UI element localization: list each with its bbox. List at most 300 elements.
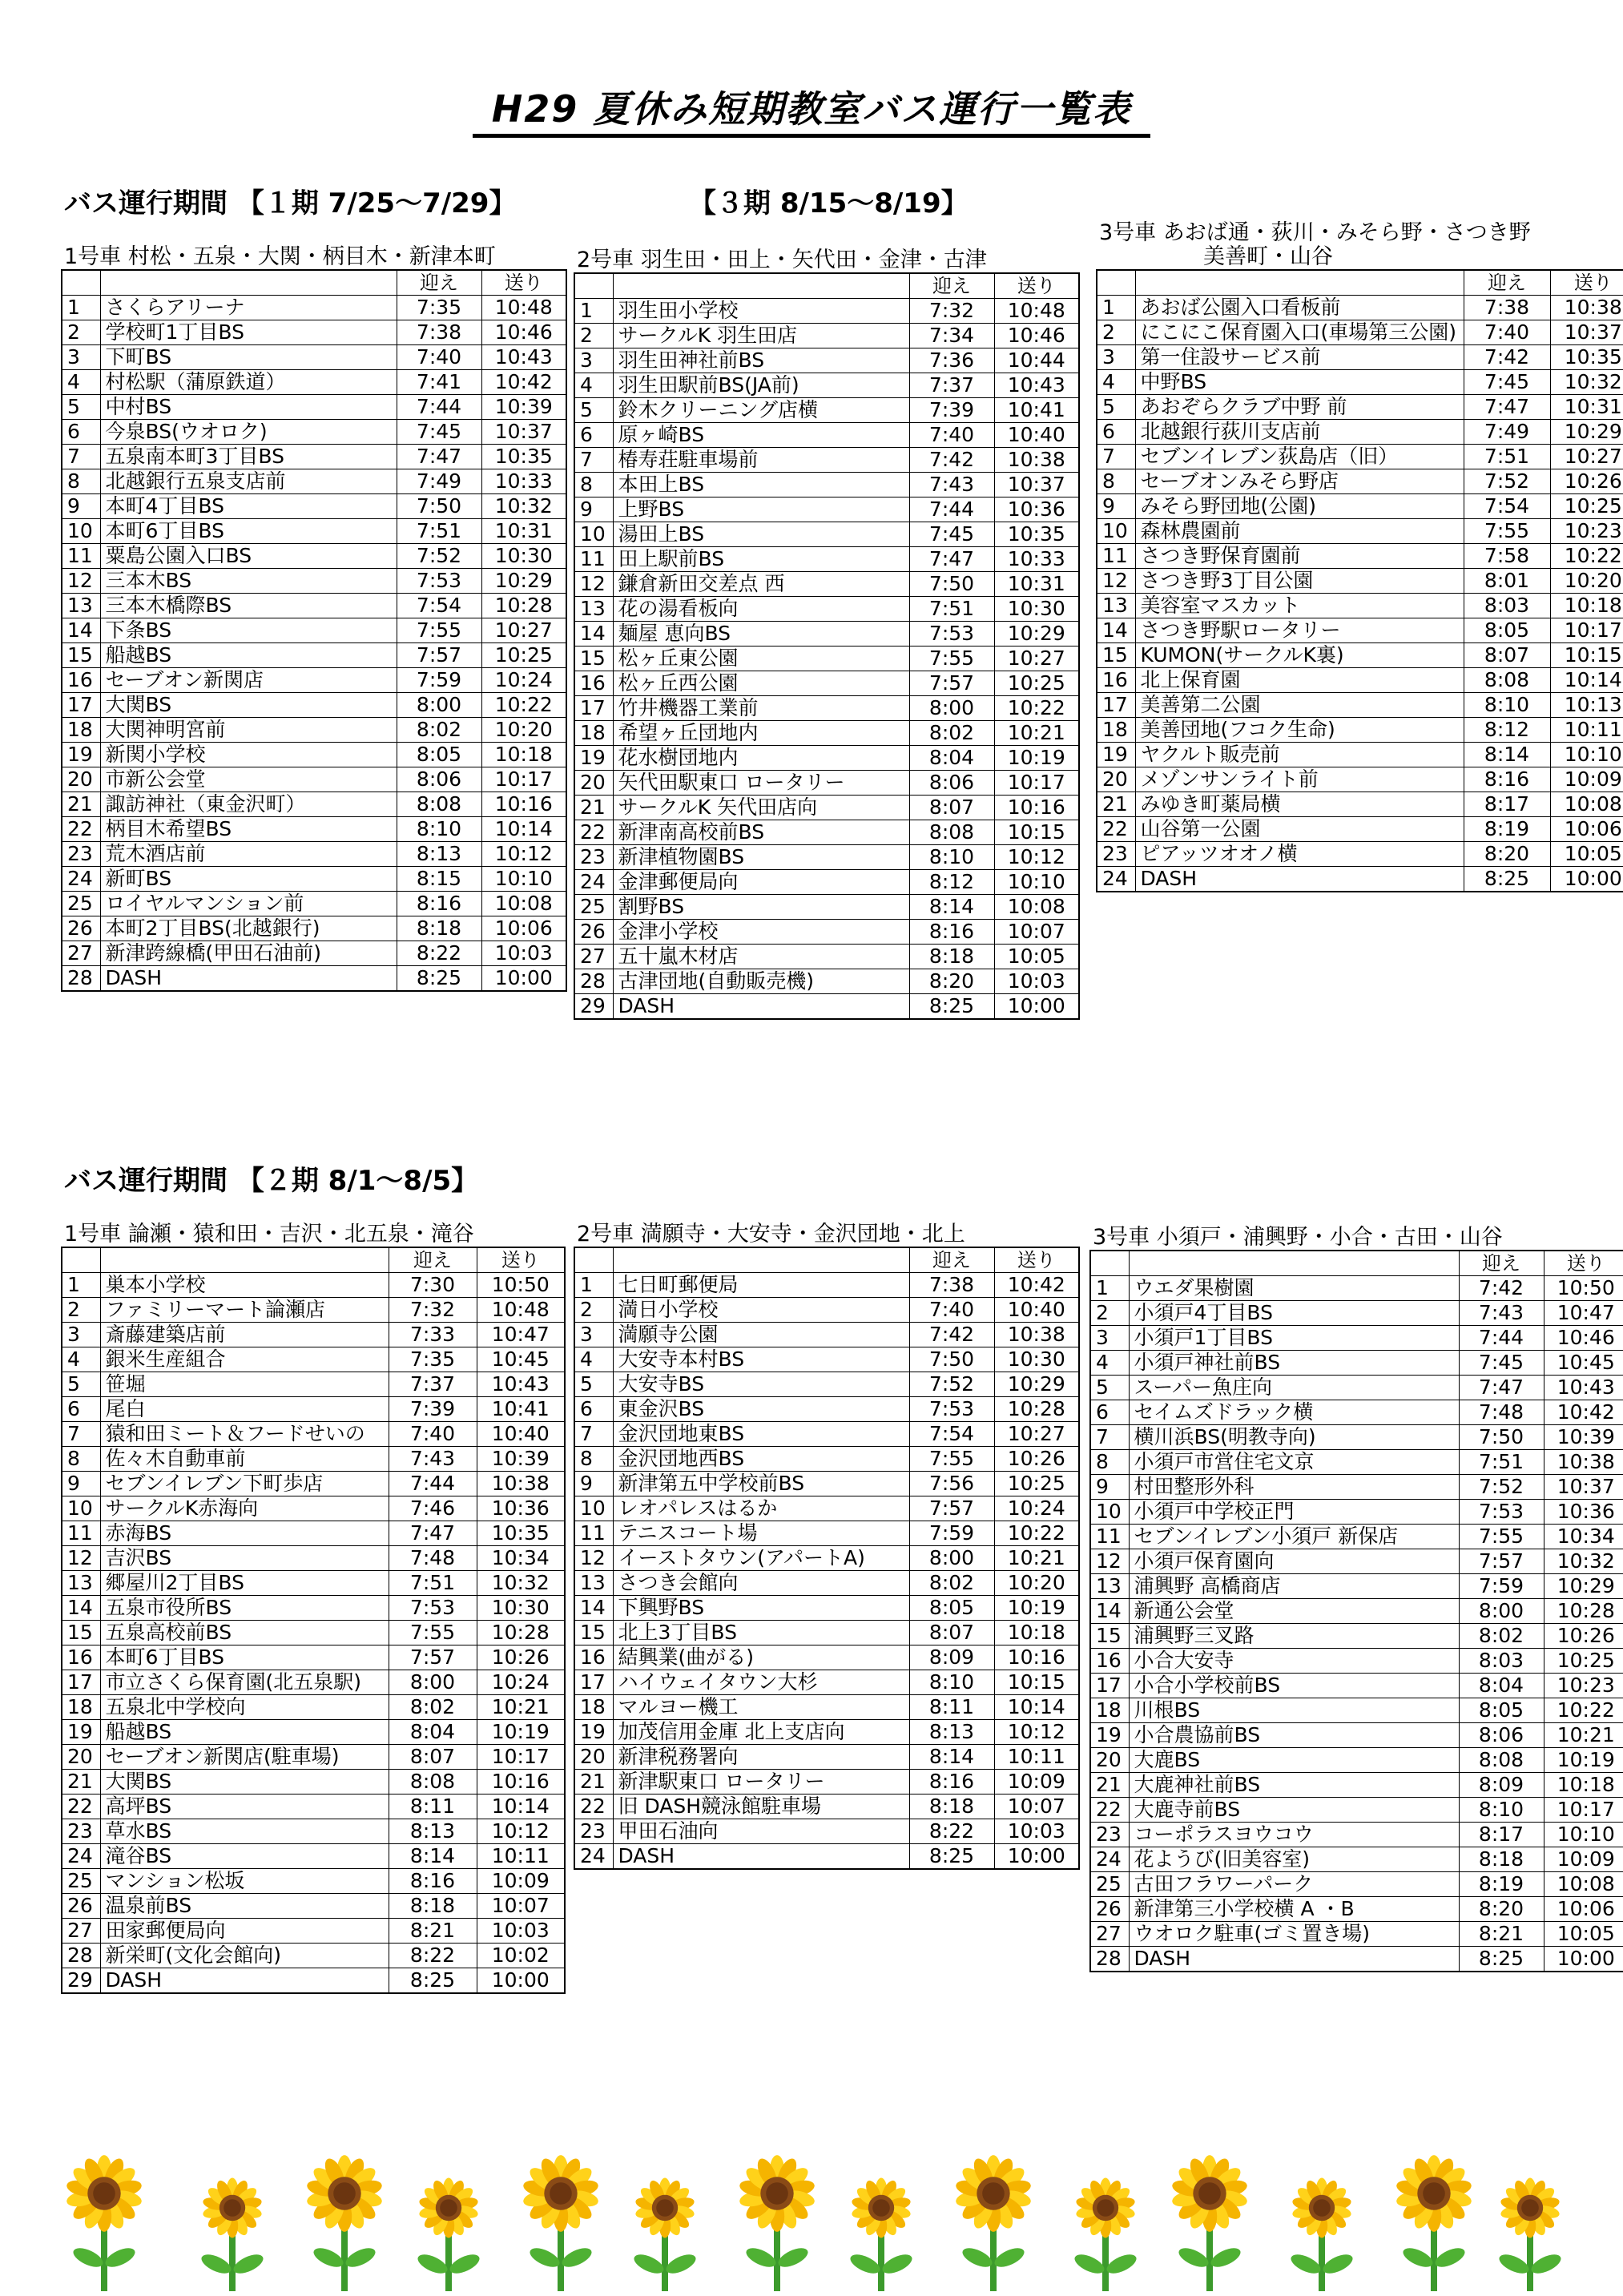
stop-name: 銀米生産組合 — [100, 1347, 389, 1372]
table-row — [574, 1770, 1079, 1795]
return-time: 10:40 — [994, 423, 1079, 448]
stop-number: 2 — [574, 1298, 613, 1323]
return-time: 10:32 — [481, 494, 566, 519]
return-time: 10:06 — [1550, 817, 1623, 842]
sunflower-icon — [1170, 2155, 1248, 2291]
stop-name: 大関BS — [100, 693, 397, 718]
pickup-time: 8:22 — [397, 941, 481, 966]
return-time: 10:19 — [477, 1720, 565, 1745]
pickup-time: 7:43 — [1459, 1301, 1544, 1326]
pickup-time: 7:52 — [1464, 469, 1550, 494]
table-row — [1090, 1947, 1623, 1972]
stop-number: 11 — [62, 544, 100, 569]
stop-number: 28 — [62, 1944, 100, 1968]
stop-number: 12 — [62, 569, 100, 594]
stop-name: サークルK赤海向 — [100, 1496, 389, 1521]
stop-number: 23 — [574, 845, 613, 870]
pickup-time: 7:55 — [909, 1447, 994, 1472]
header-pickup: 迎え — [1459, 1251, 1544, 1276]
stop-name: 原ヶ崎BS — [613, 423, 909, 448]
return-time: 10:21 — [477, 1695, 565, 1720]
stop-name: 村田整形外科 — [1129, 1475, 1459, 1500]
stop-name: 新町BS — [100, 867, 397, 892]
page-title: H29 夏休み短期教室バス運行一覧表 — [0, 80, 1623, 133]
pickup-time: 7:47 — [909, 547, 994, 572]
timetable-header-row — [62, 270, 566, 296]
return-time: 10:07 — [994, 920, 1079, 945]
stop-number: 26 — [1090, 1897, 1129, 1922]
pickup-time: 7:54 — [397, 594, 481, 618]
table-row — [62, 1919, 565, 1944]
return-time: 10:17 — [1544, 1798, 1623, 1823]
return-time: 10:23 — [1550, 519, 1623, 544]
stop-name: ファミリーマート論瀬店 — [100, 1298, 389, 1323]
stop-number: 10 — [1090, 1500, 1129, 1525]
stop-name: 旧 DASH競泳館駐車場 — [613, 1795, 909, 1819]
stop-name: 小合小学校前BS — [1129, 1674, 1459, 1698]
return-time: 10:17 — [477, 1745, 565, 1770]
stop-number: 27 — [62, 1919, 100, 1944]
pickup-time: 7:56 — [909, 1472, 994, 1496]
pickup-time: 8:10 — [909, 1670, 994, 1695]
return-time: 10:19 — [994, 1596, 1079, 1621]
stop-name: 市新公会堂 — [100, 767, 397, 792]
header-return: 送り — [481, 270, 566, 296]
stop-number: 8 — [62, 469, 100, 494]
pickup-time: 8:11 — [389, 1795, 477, 1819]
return-time: 10:29 — [481, 569, 566, 594]
table-row — [62, 916, 566, 941]
stop-name: ウエダ果樹園 — [1129, 1276, 1459, 1301]
pickup-time: 7:53 — [909, 1397, 994, 1422]
stop-number: 7 — [62, 1422, 100, 1447]
stop-number: 20 — [62, 767, 100, 792]
header-pickup: 迎え — [397, 270, 481, 296]
stop-name: 小須戸神社前BS — [1129, 1351, 1459, 1376]
table-row — [1097, 842, 1623, 867]
pickup-time: 7:39 — [909, 398, 994, 423]
header-return: 送り — [994, 1247, 1079, 1273]
table-row — [62, 395, 566, 420]
return-time: 10:42 — [994, 1273, 1079, 1298]
stop-number: 27 — [574, 945, 613, 969]
stop-name: 新通公会堂 — [1129, 1599, 1459, 1624]
return-time: 10:38 — [994, 1323, 1079, 1347]
pickup-time: 8:00 — [909, 1546, 994, 1571]
return-time: 10:50 — [477, 1273, 565, 1298]
pickup-time: 8:18 — [909, 1795, 994, 1819]
table-row — [1090, 1897, 1623, 1922]
table-row — [1090, 1351, 1623, 1376]
bus-title — [1096, 221, 1623, 269]
stop-name: さつき野駅ロータリー — [1135, 618, 1464, 643]
return-time: 10:18 — [1544, 1773, 1623, 1798]
stop-name: 大関神明宮前 — [100, 718, 397, 743]
stop-number: 16 — [574, 1645, 613, 1670]
stop-name: DASH — [100, 966, 397, 992]
table-row — [1097, 395, 1623, 420]
return-time: 10:37 — [1544, 1475, 1623, 1500]
stop-number: 18 — [62, 718, 100, 743]
stop-number: 7 — [574, 448, 613, 473]
table-row — [574, 1546, 1079, 1571]
sunflower-icon — [415, 2178, 482, 2291]
stop-name: 美善第二公園 — [1135, 693, 1464, 718]
table-row — [574, 796, 1079, 820]
stop-name: 村松駅（蒲原鉄道） — [100, 370, 397, 395]
stop-number: 2 — [1097, 320, 1135, 345]
pickup-time: 7:59 — [909, 1521, 994, 1546]
stop-number: 25 — [62, 1869, 100, 1894]
return-time: 10:48 — [481, 296, 566, 320]
table-row — [62, 1496, 565, 1521]
table-row — [62, 1670, 565, 1695]
return-time: 10:05 — [994, 945, 1079, 969]
return-time: 10:00 — [994, 994, 1079, 1020]
pickup-time: 8:10 — [1464, 693, 1550, 718]
stop-name: 斎藤建築店前 — [100, 1323, 389, 1347]
stop-number: 14 — [62, 1596, 100, 1621]
return-time: 10:18 — [1550, 594, 1623, 618]
pickup-time: 7:38 — [1464, 296, 1550, 320]
header-blank — [62, 1247, 100, 1273]
stop-number: 18 — [574, 721, 613, 746]
stop-number: 28 — [1090, 1947, 1129, 1972]
stop-number: 18 — [62, 1695, 100, 1720]
stop-name: 鈴木クリーニング店横 — [613, 398, 909, 423]
return-time: 10:27 — [1550, 445, 1623, 469]
table-row — [574, 522, 1079, 547]
pickup-time: 8:08 — [397, 792, 481, 817]
table-row — [62, 817, 566, 842]
stop-name: 金津郵便局向 — [613, 870, 909, 895]
stop-name: セーブオンみそら野店 — [1135, 469, 1464, 494]
return-time: 10:37 — [1550, 320, 1623, 345]
stop-name: コーポラスヨウコウ — [1129, 1823, 1459, 1847]
bus-title — [574, 1223, 1078, 1247]
table-row — [574, 1447, 1079, 1472]
stop-name: DASH — [100, 1968, 389, 1994]
stop-name: ハイウェイタウン大杉 — [613, 1670, 909, 1695]
stop-name: 諏訪神社（東金沢町） — [100, 792, 397, 817]
pickup-time: 7:43 — [389, 1447, 477, 1472]
stop-number: 19 — [574, 1720, 613, 1745]
stop-name: 新津植物園BS — [613, 845, 909, 870]
pickup-time: 7:39 — [389, 1397, 477, 1422]
table-row — [62, 1645, 565, 1670]
stop-number: 20 — [574, 1745, 613, 1770]
table-row — [574, 1347, 1079, 1372]
pickup-time: 7:42 — [909, 448, 994, 473]
stop-name: 湯田上BS — [613, 522, 909, 547]
pickup-time: 7:55 — [389, 1621, 477, 1645]
table-row — [62, 1795, 565, 1819]
return-time: 10:50 — [1544, 1276, 1623, 1301]
stop-number: 1 — [62, 1273, 100, 1298]
stop-number: 12 — [1097, 569, 1135, 594]
sunflower-icon — [199, 2178, 266, 2291]
return-time: 10:09 — [994, 1770, 1079, 1795]
table-row — [1090, 1723, 1623, 1748]
pickup-time: 7:57 — [909, 1496, 994, 1521]
stop-name: 小須戸4丁目BS — [1129, 1301, 1459, 1326]
pickup-time: 8:14 — [909, 1745, 994, 1770]
header-return: 送り — [994, 273, 1079, 299]
table-row — [62, 1347, 565, 1372]
return-time: 10:24 — [481, 668, 566, 693]
stop-name: ピアッツオオノ横 — [1135, 842, 1464, 867]
pickup-time: 7:40 — [909, 423, 994, 448]
pickup-time: 8:07 — [1464, 643, 1550, 668]
table-row — [1097, 668, 1623, 693]
header-return: 送り — [1544, 1251, 1623, 1276]
pickup-time: 8:02 — [1459, 1624, 1544, 1649]
stop-name: 松ヶ丘東公園 — [613, 647, 909, 671]
header-blank — [100, 270, 397, 296]
return-time: 10:18 — [481, 743, 566, 767]
period2-bus1-block — [61, 1223, 564, 1994]
stop-number: 28 — [574, 969, 613, 994]
bus-route-name: 3号車 あおば通・荻川・みそら野・さつき野 — [1099, 220, 1531, 245]
stop-name: 本町4丁目BS — [100, 494, 397, 519]
table-row — [1090, 1326, 1623, 1351]
pickup-time: 7:32 — [909, 299, 994, 324]
table-row — [1097, 420, 1623, 445]
period2-bus2-block — [574, 1223, 1078, 1870]
table-row — [1097, 519, 1623, 544]
table-row — [62, 693, 566, 718]
return-time: 10:16 — [481, 792, 566, 817]
header-blank — [574, 1247, 613, 1273]
table-row — [574, 969, 1079, 994]
table-row — [62, 743, 566, 767]
pickup-time: 7:59 — [397, 668, 481, 693]
stop-name: 草水BS — [100, 1819, 389, 1844]
timetable — [61, 1247, 566, 1994]
return-time: 10:28 — [481, 594, 566, 618]
pickup-time: 8:22 — [909, 1819, 994, 1844]
sunflower-icon — [305, 2155, 383, 2291]
pickup-time: 7:51 — [389, 1571, 477, 1596]
stop-name: 新関小学校 — [100, 743, 397, 767]
pickup-time: 7:46 — [389, 1496, 477, 1521]
stop-number: 22 — [1097, 817, 1135, 842]
stop-name: 古津団地(自動販売機) — [613, 969, 909, 994]
stop-name: 花の湯看板向 — [613, 597, 909, 622]
stop-number: 21 — [62, 792, 100, 817]
pickup-time: 7:57 — [1459, 1549, 1544, 1574]
table-row — [62, 892, 566, 916]
table-row — [1097, 594, 1623, 618]
pickup-time: 7:52 — [397, 544, 481, 569]
table-row — [62, 668, 566, 693]
stop-name: 荒木酒店前 — [100, 842, 397, 867]
table-row — [1090, 1301, 1623, 1326]
stop-name: 花ようび(旧美容室) — [1129, 1847, 1459, 1872]
header-blank — [1090, 1251, 1129, 1276]
return-time: 10:37 — [994, 473, 1079, 497]
stop-name: 船越BS — [100, 1720, 389, 1745]
stop-number: 13 — [574, 1571, 613, 1596]
return-time: 10:07 — [477, 1894, 565, 1919]
header-return: 送り — [477, 1247, 565, 1273]
return-time: 10:41 — [477, 1397, 565, 1422]
return-time: 10:36 — [994, 497, 1079, 522]
pickup-time: 7:47 — [1459, 1376, 1544, 1400]
return-time: 10:15 — [1550, 643, 1623, 668]
return-time: 10:26 — [1550, 469, 1623, 494]
table-row — [1097, 569, 1623, 594]
stop-number: 26 — [574, 920, 613, 945]
stop-number: 18 — [574, 1695, 613, 1720]
pickup-time: 7:43 — [909, 473, 994, 497]
pickup-time: 7:42 — [1464, 345, 1550, 370]
pickup-time: 8:05 — [397, 743, 481, 767]
return-time: 10:12 — [994, 1720, 1079, 1745]
table-row — [62, 1546, 565, 1571]
table-row — [62, 1869, 565, 1894]
pickup-time: 7:40 — [1464, 320, 1550, 345]
pickup-time: 8:04 — [909, 746, 994, 771]
return-time: 10:10 — [1544, 1823, 1623, 1847]
stop-number: 14 — [574, 1596, 613, 1621]
stop-number: 4 — [1090, 1351, 1129, 1376]
pickup-time: 8:07 — [389, 1745, 477, 1770]
stop-name: 学校町1丁目BS — [100, 320, 397, 345]
return-time: 10:26 — [1544, 1624, 1623, 1649]
return-time: 10:09 — [1544, 1847, 1623, 1872]
stop-name: 高坪BS — [100, 1795, 389, 1819]
stop-number: 12 — [574, 1546, 613, 1571]
stop-number: 6 — [574, 1397, 613, 1422]
stop-name: 新津第五中学校前BS — [613, 1472, 909, 1496]
return-time: 10:32 — [1550, 370, 1623, 395]
stop-number: 17 — [1090, 1674, 1129, 1698]
pickup-time: 7:35 — [397, 296, 481, 320]
return-time: 10:35 — [1550, 345, 1623, 370]
timetable-header-row — [574, 1247, 1079, 1273]
return-time: 10:30 — [994, 597, 1079, 622]
stop-name: 割野BS — [613, 895, 909, 920]
pickup-time: 8:05 — [1464, 618, 1550, 643]
stop-name: メゾンサンライト前 — [1135, 767, 1464, 792]
stop-name: 小須戸保育園向 — [1129, 1549, 1459, 1574]
return-time: 10:12 — [481, 842, 566, 867]
stop-name: 田家郵便局向 — [100, 1919, 389, 1944]
stop-number: 29 — [574, 994, 613, 1020]
stop-name: 粟島公園入口BS — [100, 544, 397, 569]
return-time: 10:48 — [477, 1298, 565, 1323]
bus-route-name: 2号車 満願寺・大安寺・金沢団地・北上 — [577, 1222, 965, 1247]
table-row — [62, 718, 566, 743]
table-row — [574, 1720, 1079, 1745]
sunflower-icon — [1072, 2178, 1139, 2291]
stop-number: 7 — [1090, 1425, 1129, 1450]
table-row — [1097, 643, 1623, 668]
stop-number: 9 — [62, 1472, 100, 1496]
stop-name: 金沢団地東BS — [613, 1422, 909, 1447]
return-time: 10:03 — [994, 1819, 1079, 1844]
stop-name: 五十嵐木材店 — [613, 945, 909, 969]
pickup-time: 7:51 — [909, 597, 994, 622]
pickup-time: 7:50 — [397, 494, 481, 519]
stop-name: 美容室マスカット — [1135, 594, 1464, 618]
stop-name: 東金沢BS — [613, 1397, 909, 1422]
stop-name: 小須戸中学校正門 — [1129, 1500, 1459, 1525]
stop-name: 大安寺BS — [613, 1372, 909, 1397]
table-row — [574, 1323, 1079, 1347]
table-row — [62, 1323, 565, 1347]
stop-number: 1 — [1097, 296, 1135, 320]
table-row — [574, 373, 1079, 398]
stop-name: さつき会館向 — [613, 1571, 909, 1596]
pickup-time: 7:55 — [397, 618, 481, 643]
return-time: 10:13 — [1550, 693, 1623, 718]
stop-number: 9 — [62, 494, 100, 519]
table-row — [1097, 743, 1623, 767]
stop-name: セブンイレブン下町歩店 — [100, 1472, 389, 1496]
pickup-time: 8:01 — [1464, 569, 1550, 594]
return-time: 10:46 — [994, 324, 1079, 348]
pickup-time: 7:30 — [389, 1273, 477, 1298]
stop-name: みそら野団地(公園) — [1135, 494, 1464, 519]
stop-number: 24 — [574, 1844, 613, 1870]
stop-name: テニスコート場 — [613, 1521, 909, 1546]
stop-name: 吉沢BS — [100, 1546, 389, 1571]
table-row — [574, 1844, 1079, 1870]
table-row — [574, 1596, 1079, 1621]
pickup-time: 7:59 — [1459, 1574, 1544, 1599]
stop-number: 2 — [574, 324, 613, 348]
return-time: 10:33 — [994, 547, 1079, 572]
stop-number: 8 — [62, 1447, 100, 1472]
pickup-time: 8:05 — [1459, 1698, 1544, 1723]
return-time: 10:43 — [481, 345, 566, 370]
table-row — [574, 895, 1079, 920]
pickup-time: 7:36 — [909, 348, 994, 373]
return-time: 10:10 — [1550, 743, 1623, 767]
stop-number: 7 — [574, 1422, 613, 1447]
return-time: 10:17 — [481, 767, 566, 792]
stop-number: 5 — [1090, 1376, 1129, 1400]
stop-number: 7 — [62, 445, 100, 469]
stop-name: 船越BS — [100, 643, 397, 668]
pickup-time: 8:06 — [1459, 1723, 1544, 1748]
stop-number: 2 — [62, 1298, 100, 1323]
stop-number: 10 — [1097, 519, 1135, 544]
stop-number: 22 — [574, 820, 613, 845]
pickup-time: 8:07 — [909, 796, 994, 820]
table-row — [574, 1496, 1079, 1521]
stop-name: 下興野BS — [613, 1596, 909, 1621]
stop-name: 佐々木自動車前 — [100, 1447, 389, 1472]
pickup-time: 8:15 — [397, 867, 481, 892]
stop-number: 7 — [1097, 445, 1135, 469]
stop-number: 4 — [1097, 370, 1135, 395]
stop-name: 大鹿神社前BS — [1129, 1773, 1459, 1798]
pickup-time: 7:45 — [1464, 370, 1550, 395]
table-row — [62, 643, 566, 668]
table-row — [574, 671, 1079, 696]
table-row — [1090, 1525, 1623, 1549]
stop-name: 椿寿荘駐車場前 — [613, 448, 909, 473]
stop-number: 18 — [1090, 1698, 1129, 1723]
stop-number: 13 — [62, 1571, 100, 1596]
return-time: 10:47 — [477, 1323, 565, 1347]
stop-number: 23 — [1090, 1823, 1129, 1847]
table-row — [574, 547, 1079, 572]
pickup-time: 8:25 — [1464, 867, 1550, 892]
